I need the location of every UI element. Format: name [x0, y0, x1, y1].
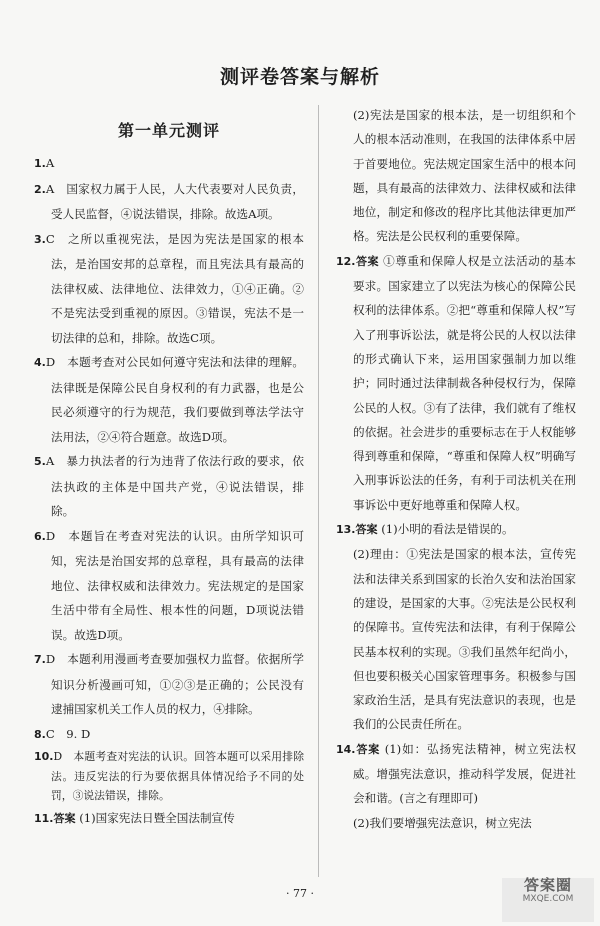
answer-item: 1.A — [34, 156, 55, 170]
answer-item: 11.答案 (1)国家宪法日暨全国法制宣传 — [34, 810, 235, 825]
answer-item: 10.D 本题考查对宪法的认识。回答本题可以采用排除法。违反宪法的行为要依据具体情况给予不同的处罚，③说法错误，排除。 — [34, 750, 304, 802]
answer-item: 8.C 9. D — [34, 726, 91, 741]
answer-item: 7.D 本题利用漫画考查要加强权力监督。依据所学知识分析漫画可知，①②③是正确的；公民没有逮捕国家机关工作人员的权力，④排除。 — [34, 652, 304, 716]
answer-item: 4.D 本题考查对公民如何遵守宪法和法律的理解。法律既是保障公民自身权利的有力武器，也是公民必须遵守的行为规范，我们要做到尊法学法守法用法，②④符合题意。故选D项。 — [34, 355, 304, 444]
answer-item: 6.D 本题旨在考查对宪法的认识。由所学知识可知，宪法是治国安邦的总章程，具有最高的法律地位、法律权威和法律效力。宪法规定的是国家生活中带有全局性、根本性的问题，D项说法错误。故选D项。 — [34, 528, 304, 642]
answer-item: 13.答案 (1)小明的看法是错误的。 — [336, 522, 514, 537]
answer-item: 3.C 之所以重视宪法，是因为宪法是国家的根本法，是治国安邦的总章程，而且宪法具有最高的法律权威、法律地位、法律效力，①④正确。②不是宪法受到重视的原因。③错误，宪法不是一切法律的总和，排除。故选C项。 — [34, 231, 304, 345]
answer-item: 12.答案 ①尊重和保障人权是立法活动的基本要求。国家建立了以宪法为核心的保障公民权利的法律体系。②把“尊重和保障人权”写入了刑事诉讼法，就是将公民的人权以法律的形式确认下来，运用国家强制力加以维护；同时通过法律制裁各种侵权行为，保障公民的人权。③有了法律，我们就有了维权的依据。社会进步的重要标志在于人权能够得到尊重和保障，“尊重和保障人权”明确写入刑事诉讼法的任务，有利于司法机关在刑事诉讼中更好地尊重和保障人权。 — [336, 253, 576, 512]
page-title: 测评卷答案与解析 — [219, 66, 380, 88]
answer-item: 14.答案 (1)如：弘扬宪法精神，树立宪法权威。增强宪法意识，推动科学发展，促进社会和谐。(言之有理即可) — [336, 741, 576, 806]
column-divider — [318, 105, 319, 877]
right-column — [336, 103, 576, 835]
answer-item: 5.A 暴力执法者的行为违背了依法行政的要求，依法执政的主体是中国共产党，④说法错误，排除。 — [34, 454, 304, 518]
answer-item: (2)宪法是国家的根本法，是一切组织和个人的根本活动准则，在我国的法律体系中居于首要地位。宪法规定国家生活中的根本问题，具有最高的法律效力、法律权威和法律地位，制定和修改的程序比其他法律更加严格。宪法是公民权利的重要保障。 — [353, 108, 576, 244]
left-column — [34, 118, 304, 831]
section-title: 第一单元测评 — [117, 121, 220, 140]
answer-item: (2)我们要增强宪法意识，树立宪法 — [353, 815, 532, 830]
watermark-logo: 答案圈 MXQE.COM — [502, 878, 594, 922]
answer-item: 2.A 国家权力属于人民，人大代表要对人民负责，受人民监督，④说法错误，排除。故选A项。 — [34, 181, 304, 221]
answer-item: (2)理由：①宪法是国家的根本法，宣传宪法和法律关系到国家的长治久安和法治国家的建设，是国家的大事。②宪法是公民权利的保障书。宣传宪法和法律，有利于保障公民基本权利的实现。③我们虽然年纪尚小，但也要积极关心国家管理事务。积极参与国家政治生活，是具有宪法意识的表现，也是我们的公民责任所在。 — [353, 547, 576, 732]
page-number: · 77 · — [286, 887, 314, 900]
